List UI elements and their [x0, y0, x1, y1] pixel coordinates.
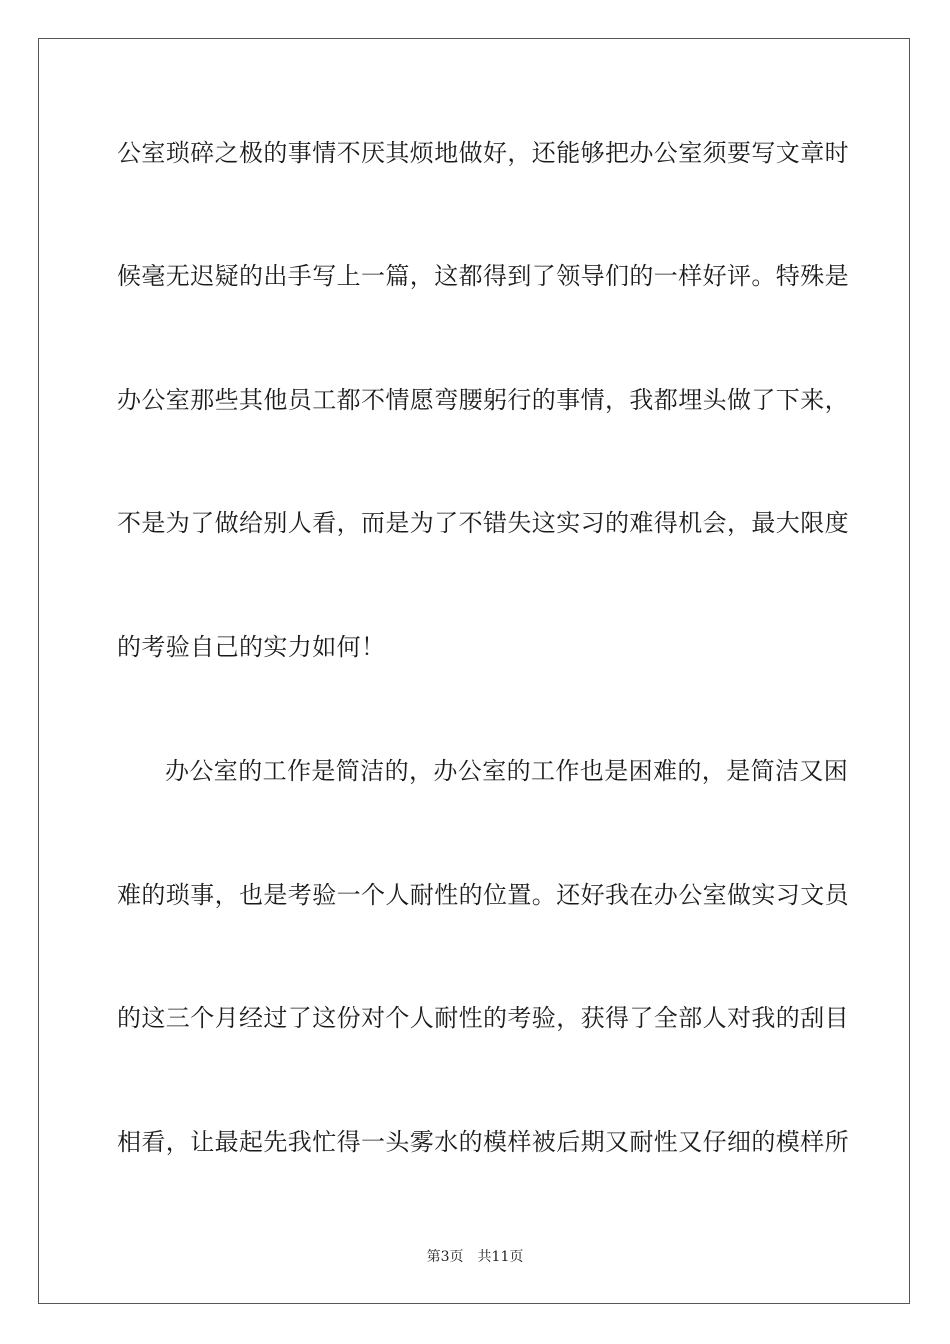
text-line: 候毫无迟疑的出手写上一篇，这都得到了领导们的一样好评。特殊是 — [117, 262, 849, 290]
text-line: 的考验自己的实力如何！ — [117, 633, 386, 661]
text-line: 难的琐事，也是考验一个人耐性的位置。还好我在办公室做实习文员 — [117, 881, 849, 909]
page-border — [38, 38, 910, 1304]
text-line: 相看，让最起先我忙得一头雾水的模样被后期又耐性又仔细的模样所 — [117, 1128, 849, 1156]
text-line: 的这三个月经过了这份对个人耐性的考验，获得了全部人对我的刮目 — [117, 1004, 849, 1032]
page-footer — [0, 1246, 950, 1266]
page-number: 第3页 — [426, 1249, 464, 1265]
page-total: 共11页 — [477, 1249, 524, 1265]
text-line: 不是为了做给别人看，而是为了不错失这实习的难得机会，最大限度 — [117, 509, 849, 537]
text-line: 公室琐碎之极的事情不厌其烦地做好，还能够把办公室须要写文章时 — [117, 139, 849, 167]
text-line-indented: 办公室的工作是简洁的，办公室的工作也是困难的，是简洁又困 — [165, 757, 849, 785]
text-line: 办公室那些其他员工都不情愿弯腰躬行的事情，我都埋头做了下来， — [117, 386, 849, 414]
